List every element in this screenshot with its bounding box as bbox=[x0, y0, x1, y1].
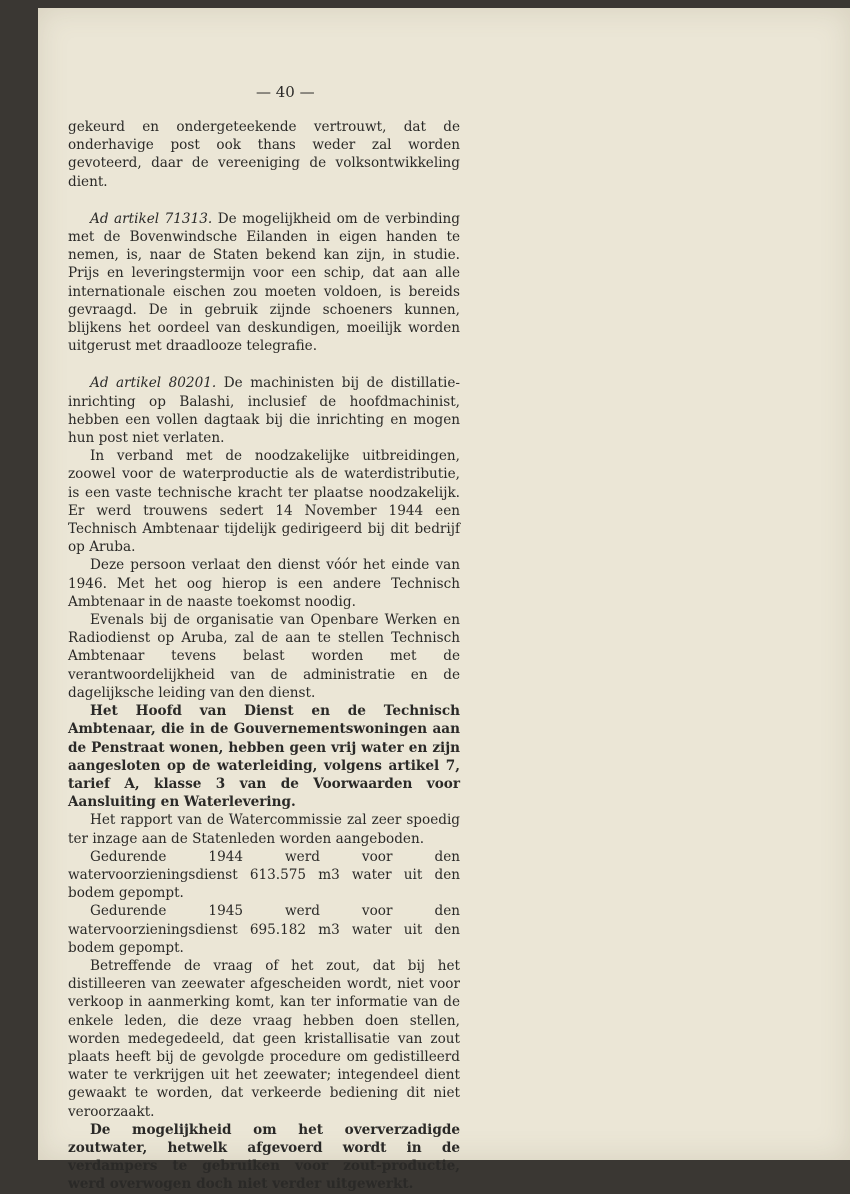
paragraph: Gedurende 1945 werd voor den watervoorzieningsdienst 695.182 m3 water uit den bodem gepompt. bbox=[68, 903, 460, 956]
paragraph: Deze persoon verlaat den dienst vóór het einde van 1946. Met het oog hierop is een andere Technisch Ambtenaar in de naaste toekomst noodig. bbox=[68, 557, 460, 610]
paragraph-text: De mogelijkheid om de verbinding met de Bovenwindsche Eilanden in eigen handen te nemen, is, naar de Staten bekend kan zijn, in studie. Prijs en leveringstermijn voor een schip, dat aan alle internationale eischen zou moeten voldoen, is bereids gevraagd. De in gebruik zijnde schoeners kunnen, blijkens het oordeel van deskundigen, moeilijk worden uitgerust met draadlooze telegrafie. bbox=[68, 210, 460, 355]
artikel-label: Ad artikel 71313. bbox=[90, 210, 213, 227]
paragraph: Het rapport van de Watercommissie zal zeer spoedig ter inzage aan de Statenleden worden aangeboden. bbox=[68, 812, 460, 847]
paragraph: De mogelijkheid om het oververzadigde zoutwater, hetwelk afgevoerd wordt in de verdampers te gebruiken voor zout-productie, werd overwogen doch niet verder uitgewerkt. bbox=[68, 1121, 460, 1193]
paragraph: In verband met de noodzakelijke uitbreidingen, zoowel voor de waterproductie als de waterdistributie, is een vaste technische kracht ter plaatse noodzakelijk. Er werd trouwens sedert 14 November 1944 een Technisch Ambtenaar tijdelijk gedirigeerd bij dit bedrijf op Aruba. bbox=[68, 448, 460, 556]
paragraph: gekeurd en ondergeteekende vertrouwt, dat de onderhavige post ook thans weder zal worden gevoteerd, daar de vereeniging de volksontwikkeling dient. bbox=[68, 119, 460, 190]
paragraph-artikel-80201 bbox=[68, 374, 460, 447]
artikel-label: Ad artikel 80201. bbox=[90, 375, 217, 392]
paragraph-text: De machinisten bij de distillatie-inrichting op Balashi, inclusief de hoofdmachinist, hebben een vollen dagtaak bij die inrichting en mogen hun post niet verlaten. bbox=[68, 375, 460, 447]
paragraph: Het Hoofd van Dienst en de Technisch Ambtenaar, die in de Gouvernementswoningen aan de Penstraat wonen, hebben geen vrij water en zijn aangesloten op de waterleiding, volgens artikel 7, tarief A, klasse 3 van de Voorwaarden voor Aansluiting en Waterlevering. bbox=[68, 703, 460, 811]
paragraph-artikel-71313 bbox=[68, 210, 460, 356]
paragraph: Gedurende 1944 werd voor den watervoorzieningsdienst 613.575 m3 water uit den bodem gepompt. bbox=[68, 848, 460, 902]
paragraph: Betreffende de vraag of het zout, dat bij het distilleeren van zeewater afgescheiden wordt, niet voor verkoop in aanmerking komt, kan ter informatie van de enkele leden, die deze vraag hebben doen stellen, worden medegedeeld, dat geen kristallisatie van zout plaats heeft bij de gevolgde procedure om gedistilleerd water te verkrijgen uit het zeewater; integendeel dient gewaakt te worden, dat verkeerde bediening dit niet veroorzaakt. bbox=[68, 957, 460, 1120]
paragraph: Evenals bij de organisatie van Openbare Werken en Radiodienst op Aruba, zal de aan te stellen Technisch Ambtenaar tevens belast worden met de verantwoordelijkheid van de administratie en de dagelijksche leiding van den dienst. bbox=[68, 612, 460, 701]
document-page bbox=[38, 8, 850, 1193]
body-text bbox=[68, 118, 460, 1194]
page-number: — 40 — bbox=[256, 83, 315, 101]
